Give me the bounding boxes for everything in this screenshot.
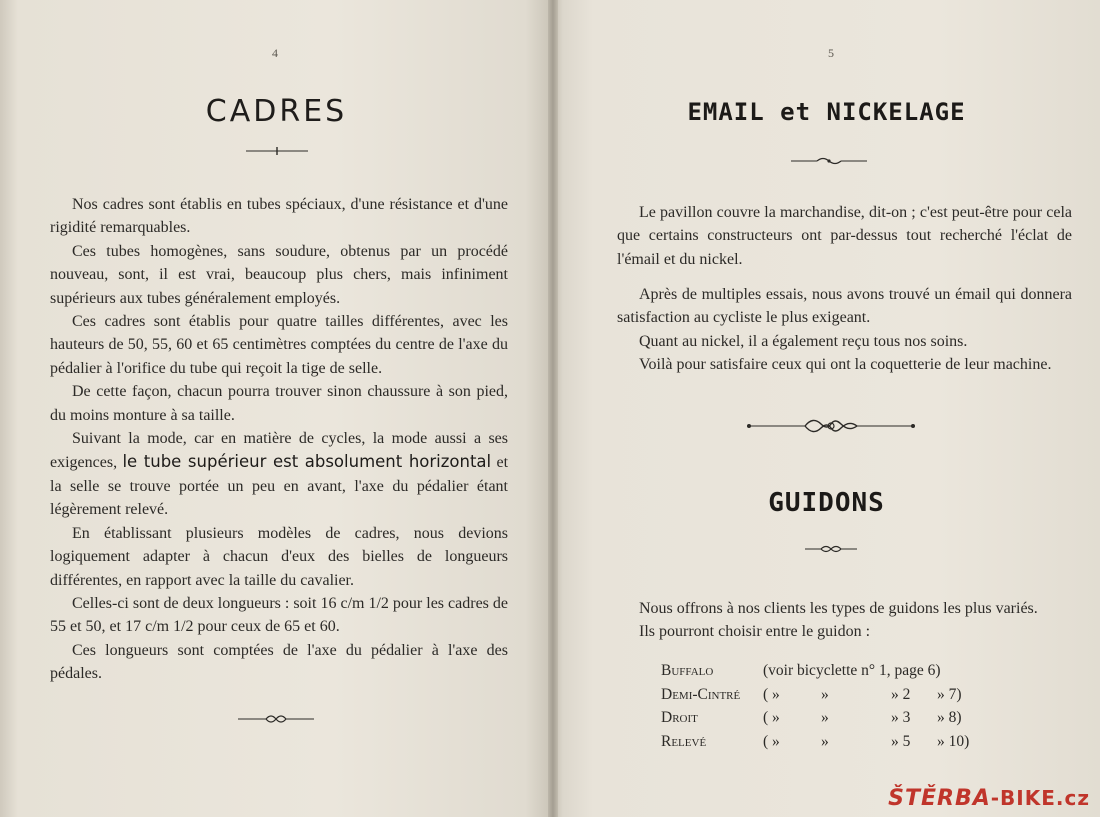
cadres-body: [50, 193, 508, 686]
section-title-email: EMAIL et NICKELAGE: [687, 98, 966, 126]
paragraph: Ces cadres sont établis pour quatre tailles différentes, avec les hauteurs de 50, 55, 60 et 65 centimètres comptées du centre de l'axe du pédalier à l'orifice du tube qui reçoit la tige de selle.: [50, 313, 508, 377]
ditto-mark: »: [821, 709, 829, 726]
bicycle-number: » 5: [891, 732, 911, 750]
paragraph: Nous offrons à nos clients les types de guidons les plus variés.: [639, 600, 1038, 617]
page-reference: » 8): [937, 709, 962, 726]
bicycle-number: » 3: [891, 709, 911, 726]
paragraph: Celles-ci sont de deux longueurs : soit 16 c/m 1/2 pour les cadres de 55 et 50, et 17 c/m 1/2 pour ceux de 65 et 60.: [50, 594, 508, 636]
page-number: 5: [828, 46, 834, 60]
paragraph: Le pavillon couvre la marchandise, dit-on ; c'est peut-être pour cela que certains constructeurs ont par-dessus tout recherché l'éclat de l'émail et du nickel.: [617, 204, 1072, 268]
title-rule-ornament: [803, 543, 859, 555]
paragraph: En établissant plusieurs modèles de cadres, nous devions logiquement adapter à chacun d'eux des bielles de longueurs différentes, en rapport avec la taille du cavalier.: [50, 524, 508, 589]
guidon-types-list: [661, 659, 971, 753]
ditto-mark: ( »: [763, 709, 780, 726]
title-rule-ornament: [244, 146, 310, 156]
paragraph-text: et la selle se trouve portée un peu en avant, l'axe du pédalier étant légèrement relevé.: [50, 454, 509, 519]
section-divider-ornament: [743, 413, 919, 439]
ditto-mark: »: [821, 732, 829, 750]
page-reference: » 10): [937, 732, 970, 750]
watermark-brand: ŠTĚRBA: [888, 786, 991, 811]
paragraph: De cette façon, chacun pourra trouver sinon chaussure à son pied, du moins monture à sa taille.: [50, 383, 508, 424]
paragraph: Quant au nickel, il a également reçu tous nos soins.: [639, 332, 968, 350]
paragraph: Ces tubes homogènes, sans soudure, obtenus par un procédé nouveau, sont, il est vrai, beaucoup plus chers, mais infiniment supérieurs aux tubes généralement employés.: [50, 242, 508, 307]
list-item: [661, 683, 971, 707]
guidon-name: Demi-Cintré: [661, 685, 741, 703]
page-number: 4: [272, 46, 278, 60]
page-reference: » 7): [937, 685, 962, 703]
bicycle-number: » 2: [891, 685, 911, 703]
ditto-mark: »: [821, 685, 829, 703]
paragraph: Ils pourront choisir entre le guidon :: [639, 623, 871, 641]
paragraph-mixed: [50, 427, 508, 522]
ditto-mark: ( »: [763, 732, 780, 750]
guidon-name: Relevé: [661, 732, 707, 750]
watermark-domain: -BIKE.cz: [990, 786, 1090, 810]
bold-emphasis: le tube supérieur est absolument horizontal: [122, 452, 492, 472]
title-rule-ornament: [789, 155, 869, 167]
list-item: [661, 659, 971, 683]
right-page: [553, 0, 1100, 817]
guidons-body: [617, 597, 1072, 644]
paragraph: Ces longueurs sont comptées de l'axe du pédalier à l'axe des pédales.: [50, 641, 508, 683]
paragraph: Nos cadres sont établis en tubes spéciaux, d'une résistance et d'une rigidité remarquables.: [50, 196, 508, 237]
paragraph: Après de multiples essais, nous avons trouvé un émail qui donnera satisfaction au cycliste le plus exigeant.: [617, 286, 1072, 327]
section-title-guidons: GUIDONS: [768, 488, 885, 518]
list-item: [661, 706, 971, 730]
guidon-reference: (voir bicyclette n° 1, page 6): [763, 662, 941, 679]
site-watermark: [888, 786, 1090, 811]
email-body: [617, 283, 1072, 377]
guidon-name: Droit: [661, 709, 698, 726]
email-intro: [617, 201, 1072, 271]
ditto-mark: ( »: [763, 685, 780, 703]
book-gutter: [548, 0, 558, 817]
paragraph: Voilà pour satisfaire ceux qui ont la coquetterie de leur machine.: [639, 356, 1052, 374]
end-ornament: [236, 712, 316, 726]
section-title-cadres: CADRES: [205, 94, 348, 129]
paragraph-text: Suivant la mode, car en matière de cycles, la mode aussi a ses exigences,: [50, 430, 508, 472]
guidon-name: Buffalo: [661, 662, 714, 679]
list-item: [661, 730, 971, 754]
